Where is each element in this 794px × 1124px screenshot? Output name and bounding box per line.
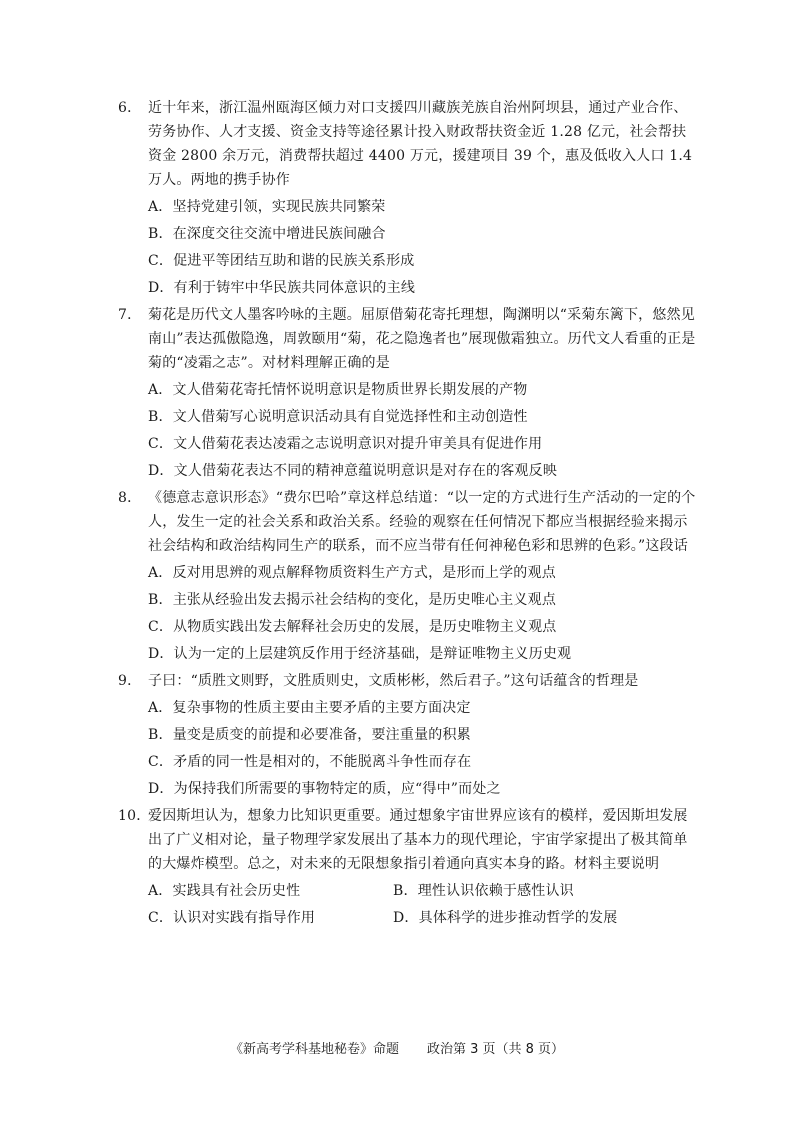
option-c: C．促进平等团结互助和谐的民族关系形成 — [148, 253, 415, 269]
option-d: D．认为一定的上层建筑反作用于经济基础，是辩证唯物主义历史观 — [148, 646, 572, 662]
option-b: B．主张从经验出发去揭示社会结构的变化，是历史唯心主义观点 — [148, 592, 557, 608]
option-d: D．具体科学的进步推动哲学的发展 — [393, 910, 618, 926]
question-number: 8． — [118, 490, 142, 506]
question-text: 爱因斯坦认为，想象力比知识更重要。通过想象宇宙世界应该有的模样，爱因斯坦发展出了广义相对论，量子物理学家发展出了基本力的现代理论，宇宙学家提出了极其简单的大爆炸模型。总之，对未来的无限想象指引着通向真实本身的路。材料主要说明 — [148, 808, 688, 872]
footer-source: 《新高考学科基地秘卷》命题 — [229, 1042, 399, 1057]
question-stem — [118, 669, 698, 693]
option-a: A．文人借菊花寄托情怀说明意识是物质世界长期发展的产物 — [148, 382, 528, 398]
option-c: C．认识对实践有指导作用 — [148, 910, 316, 926]
option-d: D．为保持我们所需要的事物特定的质，应“得中”而处之 — [148, 781, 501, 797]
question-text: 近十年来，浙江温州瓯海区倾力对口支援四川藏族羌族自治州阿坝县，通过产业合作、劳务协作、人才支援、资金支持等途径累计投入财政帮扶资金近 1.28 亿元，社会帮扶资金 2800 余万元，消费帮扶超过 4400 万元，援建项目 39 个，惠及低收入人口 1.4 万人。两地的携手协作 — [148, 100, 693, 188]
option-d: D．文人借菊花表达不同的精神意蕴说明意识是对存在的客观反映 — [148, 463, 558, 479]
question-stem — [118, 303, 698, 375]
option-list — [118, 879, 698, 930]
question-text: 菊花是历代文人墨客吟咏的主题。屈原借菊花寄托理想，陶渊明以“采菊东篱下，悠然见南山”表达孤傲隐逸，周敦颐用“菊，花之隐逸者也”展现傲霜独立。历代文人看重的正是菊的“凌霜之志”。对材料理解正确的是 — [148, 307, 696, 371]
question-number: 6． — [118, 100, 142, 116]
question-stem — [118, 804, 698, 876]
question-number: 10． — [118, 808, 151, 824]
option-list — [118, 561, 698, 666]
question-text: 子曰：“质胜文则野，文胜质则史，文质彬彬，然后君子。”这句话蕴含的哲理是 — [148, 673, 639, 689]
question-stem — [118, 96, 698, 192]
question-text: 《德意志意识形态》“费尔巴哈”章这样总结道：“以一定的方式进行生产活动的一定的个人，发生一定的社会关系和政治关系。经验的观察在任何情况下都应当根据经验来揭示社会结构和政治结构同生产的联系，而不应当带有任何神秘色彩和思辨的色彩。”这段话 — [148, 490, 696, 554]
question-list — [118, 96, 698, 930]
option-list — [118, 195, 698, 300]
option-b: B．在深度交往交流中增进民族间融合 — [148, 226, 386, 242]
question-8 — [118, 486, 698, 666]
option-a: A．坚持党建引领，实现民族共同繁荣 — [148, 199, 386, 215]
option-b: B．文人借菊写心说明意识活动具有自觉选择性和主动创造性 — [148, 409, 528, 425]
option-c: C．矛盾的同一性是相对的，不能脱离斗争性而存在 — [148, 754, 472, 770]
question-6 — [118, 96, 698, 300]
option-d: D．有利于铸牢中华民族共同体意识的主线 — [148, 280, 416, 296]
option-c: C．文人借菊花表达凌霜之志说明意识对提升审美具有促进作用 — [148, 436, 543, 452]
option-b: B．理性认识依赖于感性认识 — [393, 883, 574, 899]
option-a: A．复杂事物的性质主要由主要矛盾的主要方面决定 — [148, 700, 471, 716]
option-c: C．从物质实践出发去解释社会历史的发展，是历史唯物主义观点 — [148, 619, 557, 635]
question-number: 7． — [118, 307, 142, 323]
option-row — [148, 879, 698, 903]
question-10 — [118, 804, 698, 930]
option-list — [118, 378, 698, 483]
question-9 — [118, 669, 698, 801]
footer-page-number: 政治第 3 页（共 8 页） — [426, 1042, 565, 1057]
option-b: B．量变是质变的前提和必要准备，要注重量的积累 — [148, 727, 471, 743]
option-a: A．反对用思辨的观点解释物质资料生产方式，是形而上学的观点 — [148, 565, 556, 581]
page-footer — [0, 1040, 794, 1060]
option-row — [148, 906, 698, 930]
option-list — [118, 696, 698, 801]
option-a: A．实践具有社会历史性 — [148, 883, 301, 899]
question-stem — [118, 486, 698, 558]
question-number: 9． — [118, 673, 142, 689]
question-7 — [118, 303, 698, 483]
